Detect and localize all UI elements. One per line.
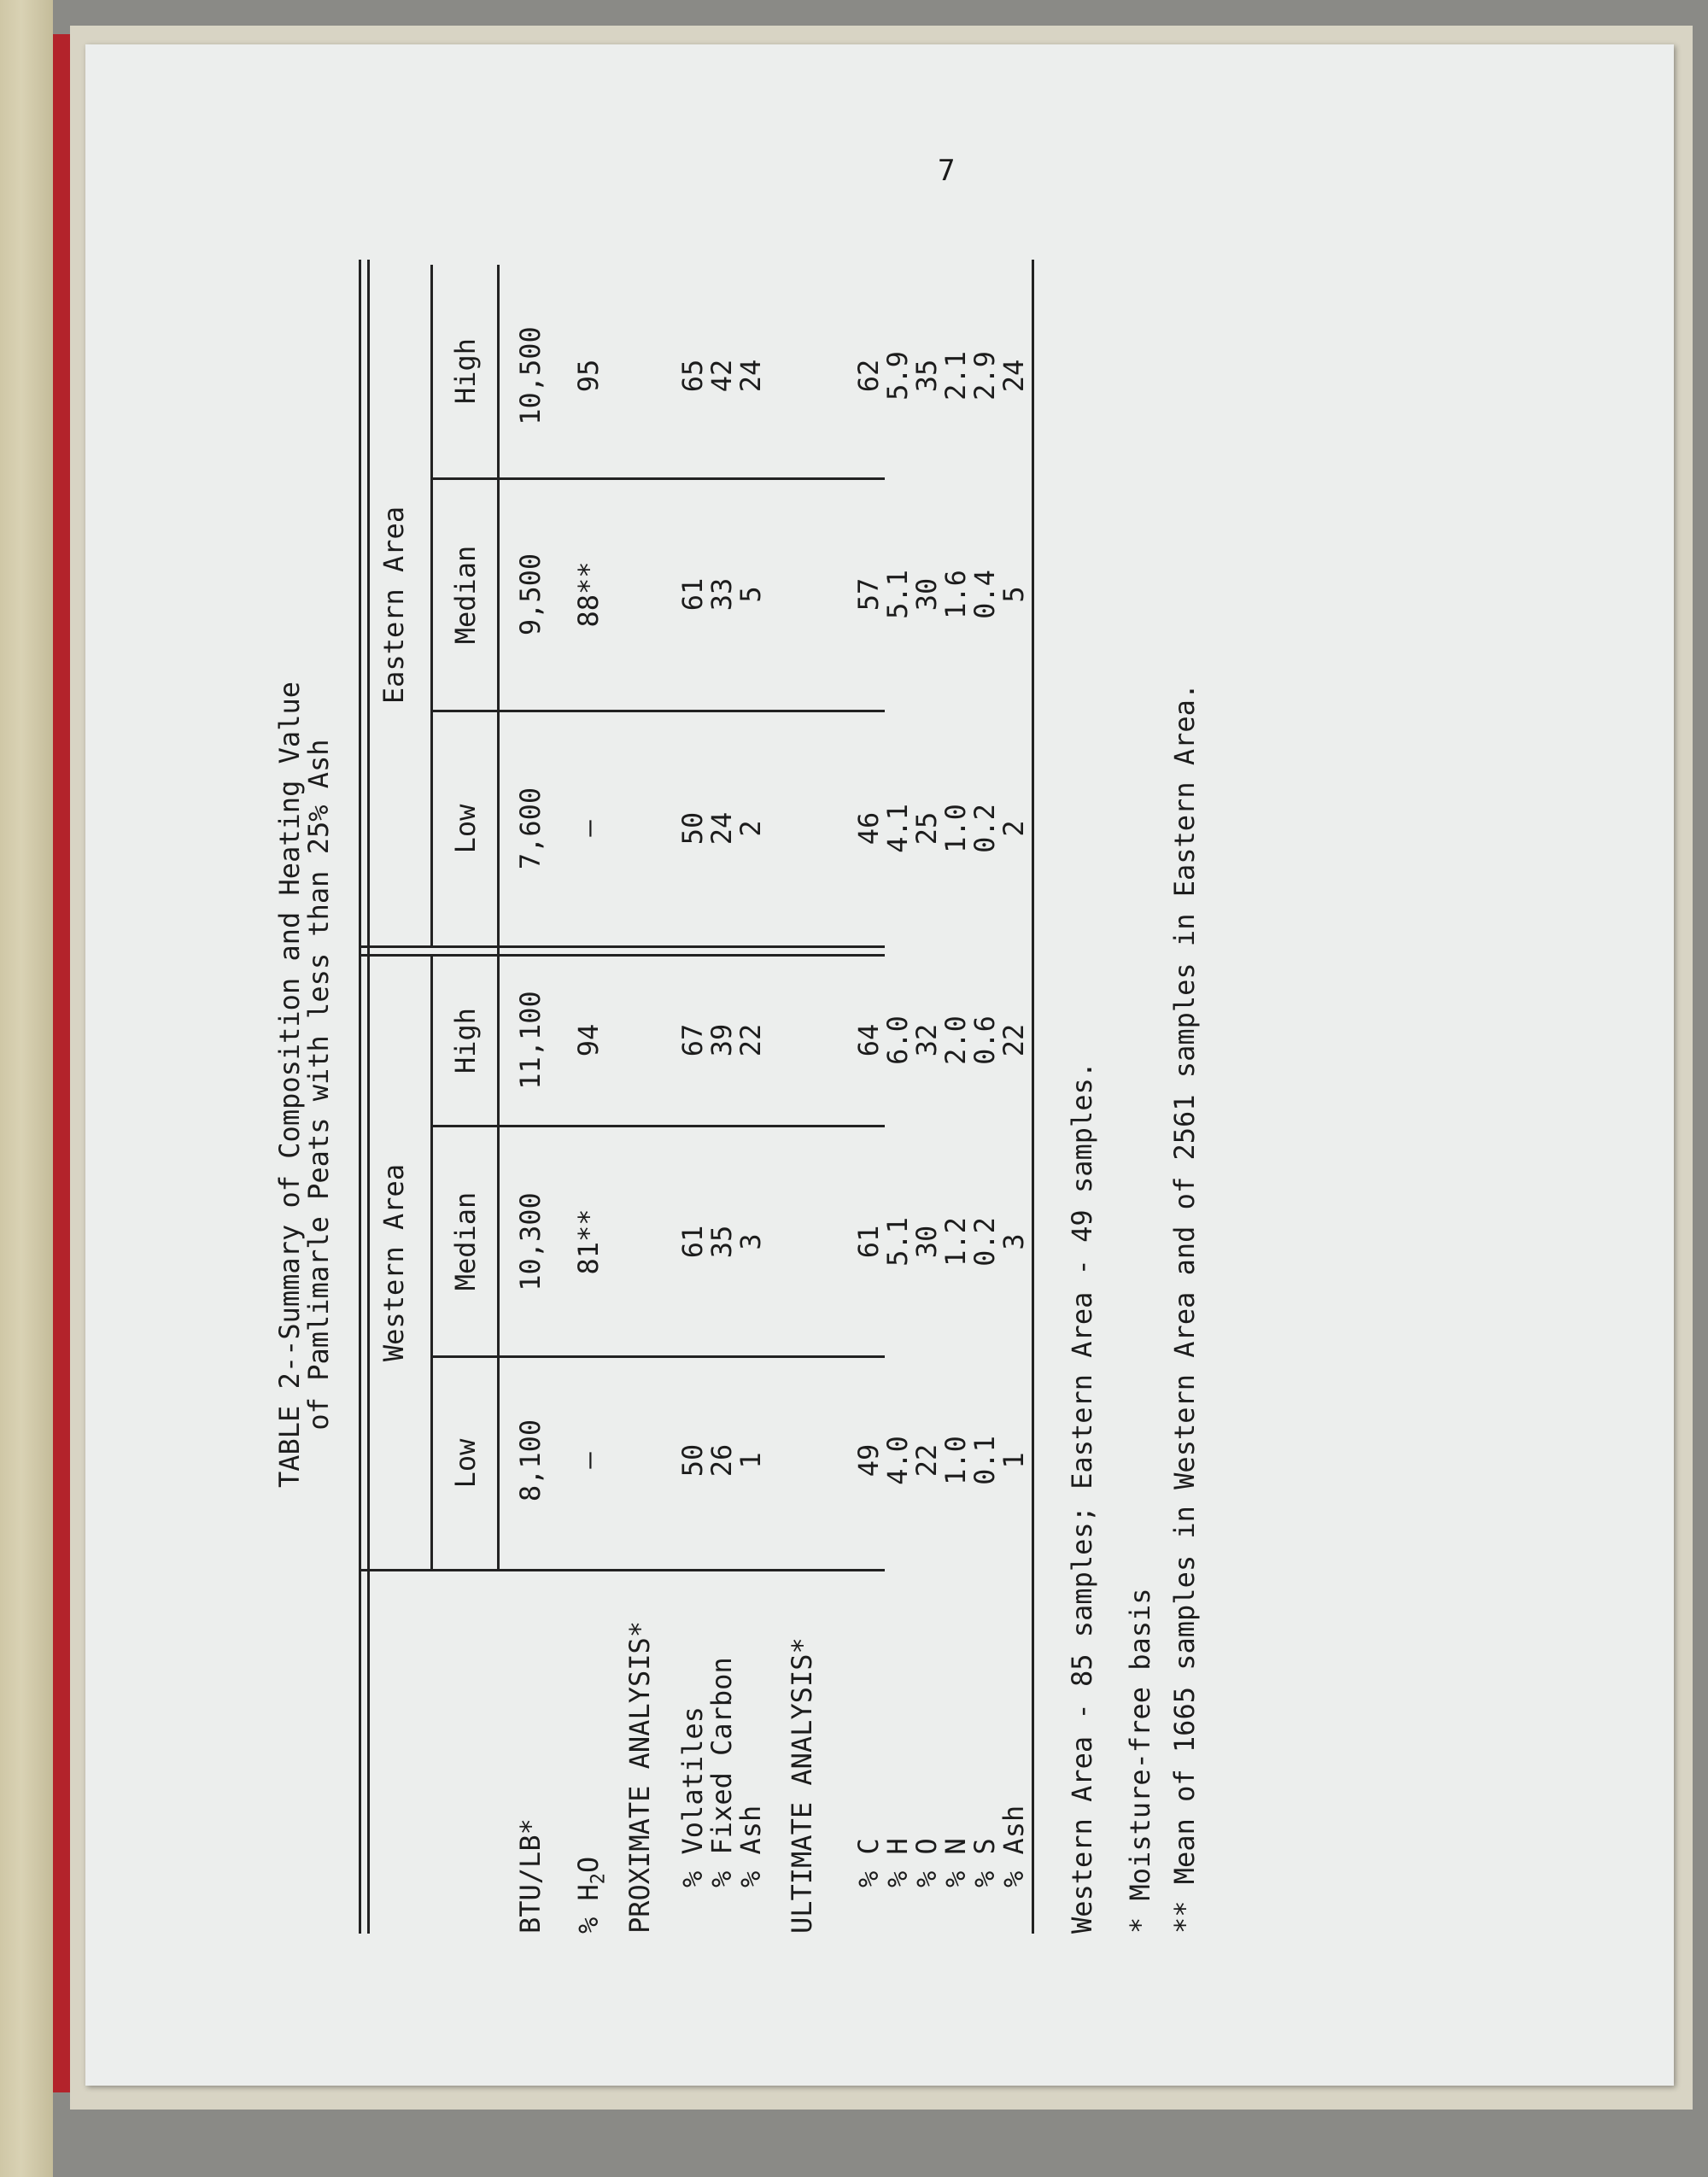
prox-ash-e-low-cell: 2 <box>734 820 767 837</box>
s-w-median-cell: 0.2 <box>968 1217 1001 1267</box>
table-title <box>275 530 333 1640</box>
ult-ash-w-low-cell: 1 <box>997 1452 1030 1469</box>
c-e-high-cell: 62 <box>852 359 885 393</box>
h2o-label-sub: 2 <box>588 1872 610 1885</box>
volatiles-label: % Volatiles <box>676 1706 709 1887</box>
top-rule-2 <box>367 260 370 1934</box>
h-w-high-cell: 6.0 <box>881 1015 914 1065</box>
ult-ash-label: % Ash <box>997 1805 1030 1887</box>
btu-e-low-cell: 7,600 <box>514 787 547 870</box>
o-e-high-cell: 35 <box>910 359 943 393</box>
binder-edge <box>0 0 53 2177</box>
eastern-sub-rule <box>430 265 433 945</box>
h2o-e-high-cell: 95 <box>572 359 605 393</box>
o-w-median-cell: 30 <box>910 1225 943 1259</box>
w-low-header: Low <box>449 1438 482 1489</box>
table-bottom-rule <box>1032 260 1034 1934</box>
btu-w-high-cell: 11,100 <box>514 991 547 1090</box>
s-w-high-cell: 0.6 <box>968 1015 1001 1065</box>
header-bottom-rule <box>497 265 500 1569</box>
fixed-carbon-e-median-cell: 33 <box>705 577 738 612</box>
s-e-median-cell: 0.4 <box>968 570 1001 619</box>
fixed-carbon-w-median-cell: 35 <box>705 1225 738 1259</box>
c-e-median-cell: 57 <box>852 577 885 612</box>
o-e-median-cell: 30 <box>910 577 943 612</box>
top-rule-1 <box>359 260 361 1934</box>
c-w-high-cell: 64 <box>852 1023 885 1057</box>
h-label: % H <box>881 1838 914 1887</box>
stub-divider <box>359 1569 885 1571</box>
s-e-low-cell: 0.2 <box>968 804 1001 853</box>
table-title-line-1: TABLE 2--Summary of Composition and Heating Value <box>273 682 306 1489</box>
btu-w-low-cell: 8,100 <box>514 1419 547 1502</box>
ult-ash-e-median-cell: 5 <box>997 586 1030 603</box>
s-e-high-cell: 2.9 <box>968 351 1001 401</box>
h2o-label <box>572 1856 610 1934</box>
h-e-high-cell: 5.9 <box>881 351 914 401</box>
volatiles-e-median-cell: 61 <box>676 577 709 612</box>
fixed-carbon-w-low-cell: 26 <box>705 1443 738 1478</box>
btu-label: BTU/LB* <box>514 1818 547 1934</box>
c-w-median-cell: 61 <box>852 1225 885 1259</box>
o-label: % O <box>910 1838 943 1887</box>
prox-ash-w-median-cell: 3 <box>734 1233 767 1250</box>
n-w-low-cell: 1.0 <box>939 1436 972 1485</box>
btu-e-median-cell: 9,500 <box>514 553 547 636</box>
western-area-header: Western Area <box>377 1163 410 1362</box>
s-w-low-cell: 0.1 <box>968 1436 1001 1485</box>
volatiles-w-high-cell: 67 <box>676 1023 709 1057</box>
h2o-e-low-cell: — <box>572 820 605 837</box>
prox-ash-w-high-cell: 22 <box>734 1023 767 1057</box>
note-mean: ** Mean of 1665 samples in Western Area and of 2561 samples in Eastern Area. <box>1168 682 1201 1934</box>
prox-ash-e-median-cell: 5 <box>734 586 767 603</box>
western-sub-rule <box>430 957 433 1569</box>
area-divider-1 <box>359 954 885 957</box>
e-col-sep-2 <box>432 477 885 480</box>
proximate-header: PROXIMATE ANALYSIS* <box>623 1620 656 1934</box>
rotated-table-region <box>273 248 1469 1939</box>
volatiles-e-high-cell: 65 <box>676 359 709 393</box>
e-median-header: Median <box>449 545 482 645</box>
fixed-carbon-label: % Fixed Carbon <box>705 1657 738 1887</box>
red-cover-edge <box>53 34 70 2092</box>
btu-e-high-cell: 10,500 <box>514 326 547 425</box>
h2o-w-low-cell: — <box>572 1452 605 1469</box>
ultimate-header: ULTIMATE ANALYSIS* <box>786 1637 818 1934</box>
prox-ash-w-low-cell: 1 <box>734 1452 767 1469</box>
c-w-low-cell: 49 <box>852 1443 885 1478</box>
n-e-median-cell: 1.6 <box>939 570 972 619</box>
h-e-low-cell: 4.1 <box>881 804 914 853</box>
prox-ash-e-high-cell: 24 <box>734 359 767 393</box>
o-e-low-cell: 25 <box>910 811 943 846</box>
w-col-sep-1 <box>432 1355 885 1358</box>
w-col-sep-2 <box>432 1125 885 1127</box>
prox-ash-label: % Ash <box>734 1805 767 1887</box>
n-e-high-cell: 2.1 <box>939 351 972 401</box>
fixed-carbon-w-high-cell: 39 <box>705 1023 738 1057</box>
h2o-w-high-cell: 94 <box>572 1023 605 1057</box>
h-e-median-cell: 5.1 <box>881 570 914 619</box>
e-low-header: Low <box>449 804 482 854</box>
e-high-header: High <box>449 337 482 405</box>
ult-ash-w-median-cell: 3 <box>997 1233 1030 1250</box>
fixed-carbon-e-low-cell: 24 <box>705 811 738 846</box>
h2o-w-median-cell: 81** <box>572 1208 605 1275</box>
e-col-sep-1 <box>432 710 885 712</box>
ult-ash-e-low-cell: 2 <box>997 820 1030 837</box>
w-median-header: Median <box>449 1191 482 1291</box>
btu-w-median-cell: 10,300 <box>514 1192 547 1291</box>
ult-ash-w-high-cell: 22 <box>997 1023 1030 1057</box>
o-w-high-cell: 32 <box>910 1023 943 1057</box>
c-label: % C <box>852 1838 885 1887</box>
volatiles-w-median-cell: 61 <box>676 1225 709 1259</box>
h-w-low-cell: 4.0 <box>881 1436 914 1485</box>
n-e-low-cell: 1.0 <box>939 804 972 853</box>
c-e-low-cell: 46 <box>852 811 885 846</box>
eastern-area-header: Eastern Area <box>377 506 410 705</box>
h-w-median-cell: 5.1 <box>881 1217 914 1267</box>
note-samples: Western Area - 85 samples; Eastern Area - 49 samples. <box>1066 1061 1098 1934</box>
s-label: % S <box>968 1838 1001 1887</box>
n-w-median-cell: 1.2 <box>939 1217 972 1267</box>
n-label: % N <box>939 1838 972 1887</box>
h2o-label-prefix: % H <box>572 1884 605 1934</box>
area-divider-2 <box>359 945 885 948</box>
h2o-e-median-cell: 88** <box>572 561 605 628</box>
o-w-low-cell: 22 <box>910 1443 943 1478</box>
w-high-header: High <box>449 1007 482 1074</box>
h2o-label-suffix: O <box>572 1856 605 1873</box>
fixed-carbon-e-high-cell: 42 <box>705 359 738 393</box>
n-w-high-cell: 2.0 <box>939 1015 972 1065</box>
volatiles-e-low-cell: 50 <box>676 811 709 846</box>
page-number: 7 <box>938 154 956 188</box>
note-moisture: * Moisture-free basis <box>1124 1588 1156 1934</box>
volatiles-w-low-cell: 50 <box>676 1443 709 1478</box>
table-title-line-2: of Pamlimarle Peats with less than 25% Ash <box>302 739 335 1431</box>
ult-ash-e-high-cell: 24 <box>997 359 1030 393</box>
